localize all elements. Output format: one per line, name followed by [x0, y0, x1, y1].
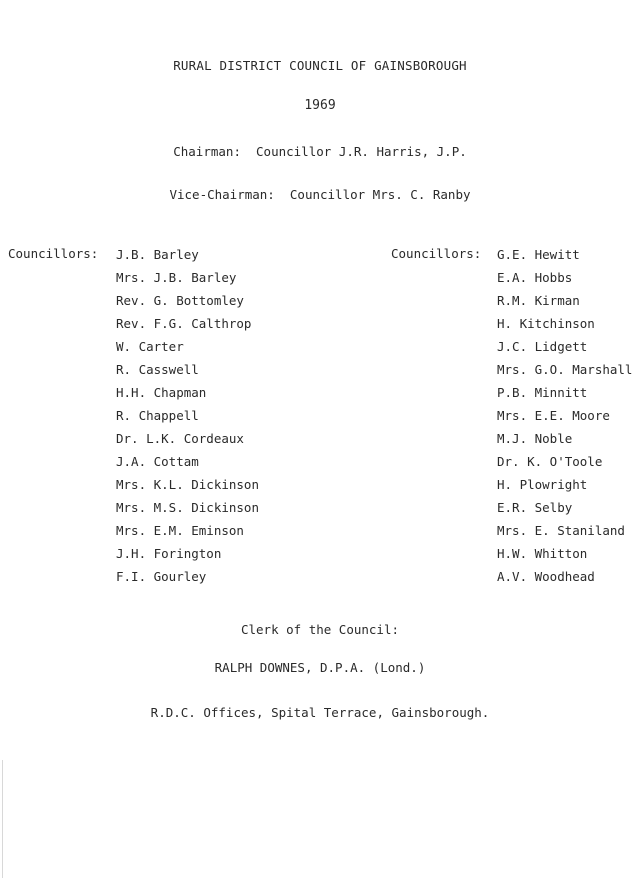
councillor-name: Mrs. J.B. Barley	[116, 270, 237, 285]
offices-address: R.D.C. Offices, Spital Terrace, Gainsborough.	[150, 705, 490, 720]
chairman-line	[0, 146, 640, 159]
councillor-name: Mrs. E.M. Eminson	[116, 523, 244, 538]
councillor-name: R.M. Kirman	[497, 293, 580, 308]
councillor-name: E.A. Hobbs	[497, 270, 573, 285]
clerk-name: RALPH DOWNES, D.P.A. (Lond.)	[214, 660, 426, 675]
vice-chairman-label: Vice-Chairman:	[169, 187, 275, 202]
councillor-name: J.B. Barley	[116, 247, 199, 262]
councillor-name: Dr. L.K. Cordeaux	[116, 431, 244, 446]
councillors-list-right	[497, 248, 632, 593]
page-edge-mark	[2, 760, 3, 878]
councillor-name: Mrs. M.S. Dickinson	[116, 500, 259, 515]
councillor-name: Dr. K. O'Toole	[497, 454, 603, 469]
councillor-name: E.R. Selby	[497, 500, 573, 515]
councillors-list-left	[116, 248, 259, 593]
councillors-label-right: Councillors:	[391, 246, 482, 261]
councillor-name: J.A. Cottam	[116, 454, 199, 469]
councillor-name: Mrs. K.L. Dickinson	[116, 477, 259, 492]
councillor-name: Mrs. E.E. Moore	[497, 408, 610, 423]
councillor-name: Mrs. E. Staniland	[497, 523, 625, 538]
councillor-name: F.I. Gourley	[116, 569, 207, 584]
councillor-name: J.H. Forington	[116, 546, 222, 561]
chairman-name: Councillor J.R. Harris, J.P.	[256, 144, 467, 159]
councillor-name: W. Carter	[116, 339, 184, 354]
councillors-label-left: Councillors:	[8, 246, 99, 261]
chairman-label: Chairman:	[173, 144, 241, 159]
councillor-name: H. Plowright	[497, 477, 588, 492]
councillor-name: H. Kitchinson	[497, 316, 595, 331]
councillor-name: R. Casswell	[116, 362, 199, 377]
councillor-name: J.C. Lidgett	[497, 339, 588, 354]
councillor-name: R. Chappell	[116, 408, 199, 423]
clerk-title: Clerk of the Council:	[240, 622, 400, 637]
year-heading: 1969	[304, 98, 336, 113]
councillor-name: P.B. Minnitt	[497, 385, 588, 400]
councillor-name: Rev. F.G. Calthrop	[116, 316, 252, 331]
councillor-name: A.V. Woodhead	[497, 569, 595, 584]
councillor-name: Rev. G. Bottomley	[116, 293, 244, 308]
councillor-name: H.H. Chapman	[116, 385, 207, 400]
councillor-name: H.W. Whitton	[497, 546, 588, 561]
councillor-name: M.J. Noble	[497, 431, 573, 446]
council-title: RURAL DISTRICT COUNCIL OF GAINSBOROUGH	[173, 58, 467, 73]
councillor-name: Mrs. G.O. Marshall	[497, 362, 633, 377]
vice-chairman-name: Councillor Mrs. C. Ranby	[289, 187, 471, 202]
vice-chairman-line	[0, 189, 640, 202]
councillor-name: G.E. Hewitt	[497, 247, 580, 262]
